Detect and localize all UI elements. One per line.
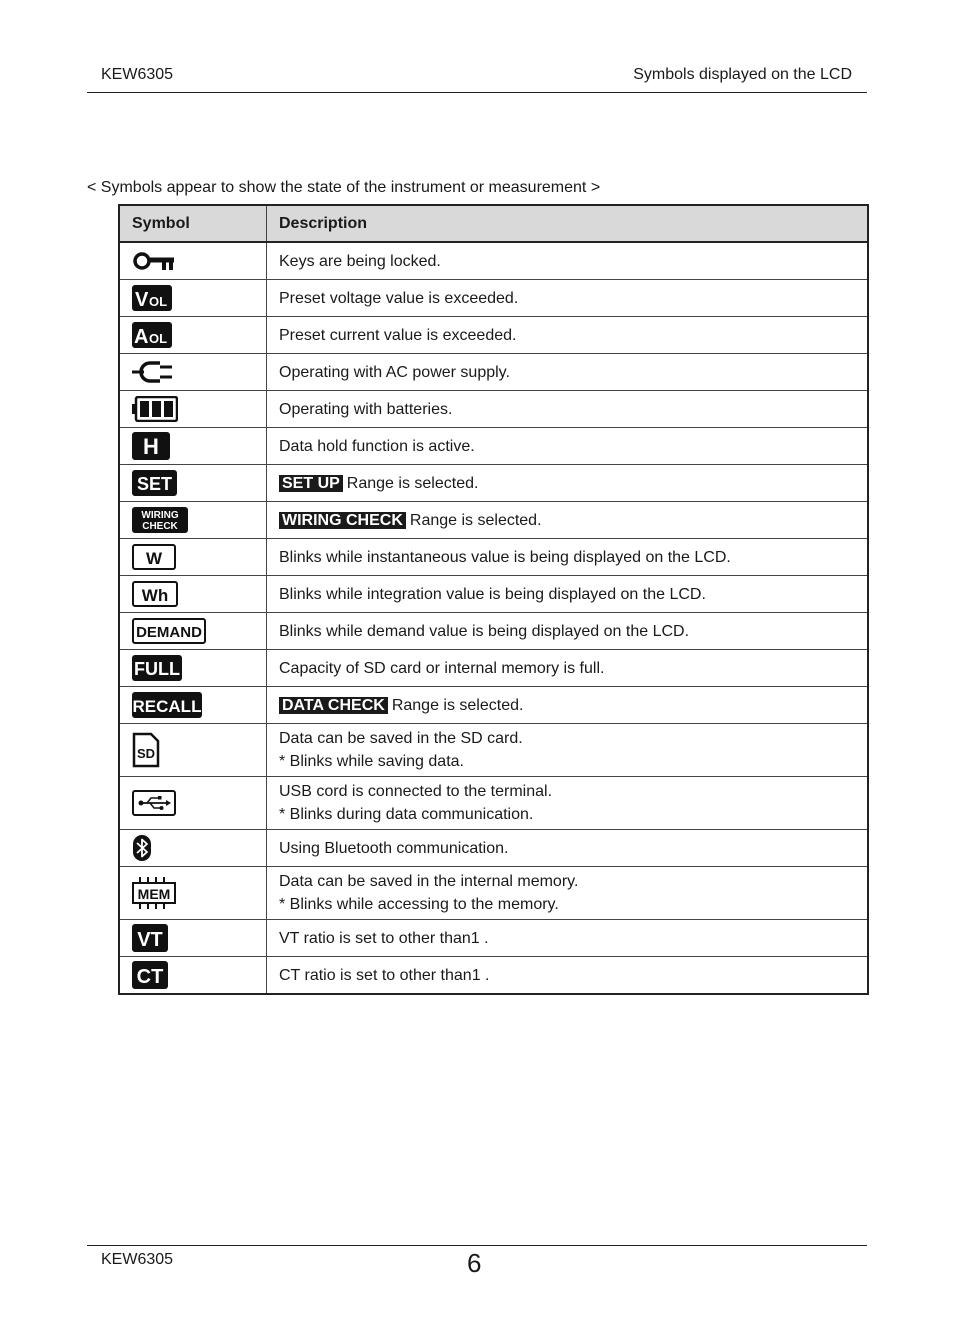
wiring-check-icon — [132, 507, 188, 533]
row-description: Preset current value is exceeded. — [279, 326, 517, 344]
table-row — [119, 465, 868, 502]
row-description: Blinks while integration value is being displayed on the LCD. — [279, 585, 706, 603]
intro-text: < Symbols appear to show the state of the instrument or measurement > — [87, 179, 601, 196]
row-note: * Blinks while accessing to the memory. — [279, 896, 559, 913]
row-description: Preset voltage value is exceeded. — [279, 289, 519, 307]
header-rule — [87, 92, 867, 93]
full-icon — [132, 655, 182, 681]
row-description: Data hold function is active. — [279, 437, 475, 455]
ct-icon — [132, 961, 168, 989]
usb-icon — [132, 790, 176, 816]
key-lock-icon — [132, 250, 176, 272]
row-description: VT ratio is set to other than1 . — [279, 929, 489, 947]
demand-icon — [132, 618, 206, 644]
svg-text:A: A — [134, 326, 149, 348]
table-row — [119, 242, 868, 280]
table-row — [119, 650, 868, 687]
current-over-icon — [132, 322, 172, 348]
svg-text:Wh: Wh — [141, 586, 169, 605]
row-note: * Blinks during data communication. — [279, 806, 534, 823]
table-row — [119, 687, 868, 724]
row-description: Range is selected. — [409, 511, 542, 529]
row-description: Range is selected. — [391, 696, 524, 714]
table-row — [119, 576, 868, 613]
range-tag: WIRING CHECK — [279, 512, 406, 529]
table-row — [119, 280, 868, 317]
svg-text:CHECK: CHECK — [142, 521, 178, 532]
table-row — [119, 428, 868, 465]
table-row — [119, 777, 868, 830]
range-tag: DATA CHECK — [279, 697, 388, 714]
row-description: Blinks while demand value is being displayed on the LCD. — [279, 622, 690, 640]
battery-icon — [132, 396, 178, 422]
header-section-title: Symbols displayed on the LCD — [633, 66, 852, 83]
svg-text:WIRING: WIRING — [141, 510, 179, 521]
col-symbol-header: Symbol — [119, 205, 267, 242]
vt-icon — [132, 924, 168, 952]
voltage-over-icon — [132, 285, 172, 311]
footer-rule — [87, 1245, 867, 1246]
row-description: Data can be saved in the SD card. — [279, 730, 523, 747]
table-header-row — [119, 205, 868, 242]
watt-icon — [132, 544, 176, 570]
svg-text:H: H — [143, 434, 159, 459]
table-row — [119, 724, 868, 777]
table-row — [119, 354, 868, 391]
table-row — [119, 830, 868, 867]
row-description: CT ratio is set to other than1 . — [279, 966, 490, 984]
col-description-header: Description — [267, 205, 869, 242]
memory-icon — [132, 877, 176, 909]
header-model: KEW6305 — [101, 66, 174, 83]
svg-text:OL: OL — [149, 294, 168, 309]
bluetooth-icon — [132, 835, 152, 861]
table-row — [119, 957, 868, 995]
sd-card-icon — [132, 732, 160, 768]
setup-icon — [132, 470, 177, 496]
table-row — [119, 613, 868, 650]
svg-text:MEM: MEM — [137, 886, 171, 902]
table-row — [119, 391, 868, 428]
row-description: Using Bluetooth communication. — [279, 839, 509, 857]
row-description: Capacity of SD card or internal memory is full. — [279, 659, 605, 677]
recall-icon — [132, 692, 202, 718]
svg-text:OL: OL — [149, 331, 168, 346]
table-row — [119, 920, 868, 957]
svg-text:VT: VT — [137, 929, 163, 951]
ac-plug-icon — [132, 360, 174, 384]
row-description: Operating with AC power supply. — [279, 363, 510, 381]
watt-hour-icon — [132, 581, 178, 607]
footer-model: KEW6305 — [101, 1251, 174, 1268]
table-row — [119, 502, 868, 539]
page-number: 6 — [467, 1248, 482, 1278]
svg-text:FULL: FULL — [134, 659, 180, 679]
row-description: Keys are being locked. — [279, 252, 441, 270]
svg-text:DEMAND: DEMAND — [136, 624, 202, 641]
svg-text:CT: CT — [136, 966, 164, 988]
range-tag: SET UP — [279, 475, 343, 492]
svg-text:V: V — [135, 289, 149, 311]
table-row — [119, 867, 868, 920]
hold-icon — [132, 432, 170, 460]
svg-text:W: W — [145, 549, 163, 568]
row-description: Blinks while instantaneous value is being displayed on the LCD. — [279, 548, 731, 566]
table-row — [119, 317, 868, 354]
symbols-table — [118, 204, 869, 995]
svg-text:SET: SET — [136, 474, 173, 494]
svg-text:SD: SD — [136, 746, 156, 761]
row-description: Data can be saved in the internal memory. — [279, 873, 579, 890]
row-description: Range is selected. — [346, 474, 479, 492]
table-row — [119, 539, 868, 576]
row-description: USB cord is connected to the terminal. — [279, 783, 553, 800]
row-description: Operating with batteries. — [279, 400, 453, 418]
row-note: * Blinks while saving data. — [279, 753, 464, 770]
svg-text:RECALL: RECALL — [132, 697, 202, 716]
